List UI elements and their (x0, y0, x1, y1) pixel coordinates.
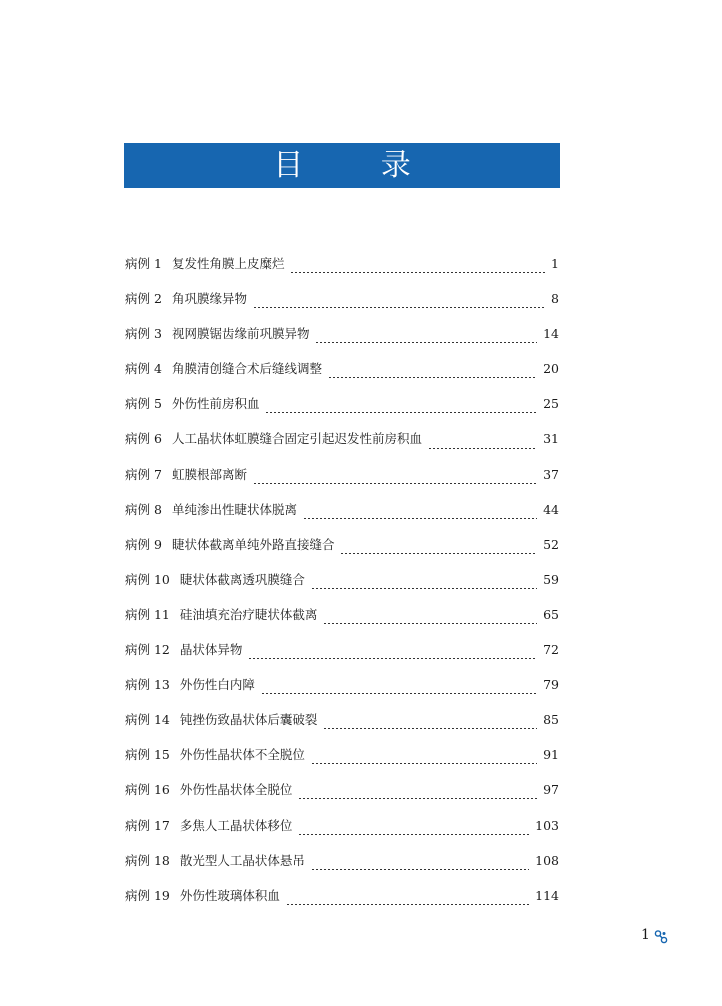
toc-dot-leader (303, 518, 537, 519)
toc-entry[interactable] (125, 710, 559, 745)
toc-entry-title: 虹膜根部离断 (171, 466, 247, 482)
toc-dot-leader (290, 272, 545, 273)
toc-entry[interactable] (125, 429, 559, 464)
toc-entry[interactable] (125, 394, 559, 429)
toc-page-number: 44 (543, 501, 559, 517)
toc-entry-title: 睫状体截离单纯外路直接缝合 (171, 536, 335, 552)
toc-dot-leader (328, 377, 537, 378)
toc-entry-title: 睫状体截离透巩膜缝合 (179, 571, 305, 587)
toc-entry-title: 钝挫伤致晶状体后囊破裂 (179, 712, 318, 728)
toc-entry[interactable] (125, 605, 559, 640)
toc-dot-leader (311, 869, 529, 870)
toc-entry-title: 外伤性白内障 (179, 677, 255, 693)
table-of-contents (125, 254, 559, 921)
toc-entry-title: 复发性角膜上皮糜烂 (171, 256, 285, 271)
toc-entry-title: 硅油填充治疗睫状体截离 (179, 606, 318, 622)
toc-page-number: 14 (543, 326, 559, 342)
toc-case-number: 病例 6 (125, 431, 162, 447)
toc-entry-title: 外伤性晶状体不全脱位 (179, 747, 305, 763)
toc-entry[interactable] (125, 886, 559, 921)
toc-entry[interactable] (125, 359, 559, 394)
toc-page-number: 1 (551, 256, 559, 271)
toc-entry-title: 外伤性晶状体全脱位 (179, 782, 293, 798)
toc-entry[interactable] (125, 780, 559, 815)
toc-case-number: 病例 5 (125, 396, 162, 412)
toc-page-number: 79 (543, 677, 559, 693)
toc-dot-leader (323, 623, 537, 624)
toc-case-number: 病例 2 (125, 291, 162, 307)
toc-dot-leader (323, 728, 537, 729)
toc-page-number: 103 (535, 817, 559, 833)
toc-entry[interactable] (125, 535, 559, 570)
toc-entry-title: 单纯渗出性睫状体脱离 (171, 501, 297, 517)
toc-entry-title: 视网膜锯齿缘前巩膜异物 (171, 326, 310, 342)
toc-page-number: 20 (543, 361, 559, 377)
toc-case-number: 病例 7 (125, 466, 162, 482)
toc-dot-leader (253, 483, 537, 484)
toc-page-number: 31 (543, 431, 559, 447)
toc-entry[interactable] (125, 675, 559, 710)
toc-entry[interactable] (125, 851, 559, 886)
title-banner (124, 143, 560, 188)
toc-dot-leader (286, 904, 529, 905)
toc-entry[interactable] (125, 465, 559, 500)
toc-case-number: 病例 11 (125, 606, 170, 622)
toc-entry[interactable] (125, 254, 559, 289)
toc-entry-title: 角巩膜缘异物 (171, 291, 247, 307)
toc-dot-leader (315, 342, 537, 343)
toc-page-number: 65 (543, 606, 559, 622)
toc-page-number: 25 (543, 396, 559, 412)
toc-entry-title: 晶状体异物 (179, 642, 243, 658)
toc-dot-leader (261, 693, 537, 694)
toc-page-number: 8 (551, 291, 559, 307)
toc-case-number: 病例 3 (125, 326, 162, 342)
toc-entry[interactable] (125, 640, 559, 675)
toc-case-number: 病例 18 (125, 852, 170, 868)
toc-case-number: 病例 4 (125, 361, 162, 377)
toc-case-number: 病例 12 (125, 642, 170, 658)
toc-case-number: 病例 9 (125, 536, 162, 552)
toc-dot-leader (428, 448, 537, 449)
toc-page-number: 97 (543, 782, 559, 798)
toc-entry-title: 多焦人工晶状体移位 (179, 817, 293, 833)
toc-case-number: 病例 17 (125, 817, 170, 833)
toc-entry[interactable] (125, 745, 559, 780)
toc-dot-leader (248, 658, 537, 659)
toc-case-number: 病例 1 (125, 256, 162, 271)
toc-case-number: 病例 10 (125, 571, 170, 587)
toc-page-number: 85 (543, 712, 559, 728)
toc-case-number: 病例 13 (125, 677, 170, 693)
toc-case-number: 病例 8 (125, 501, 162, 517)
toc-entry-title: 角膜清创缝合术后缝线调整 (171, 361, 322, 377)
toc-dot-leader (340, 553, 537, 554)
toc-case-number: 病例 14 (125, 712, 170, 728)
toc-page-number: 114 (535, 887, 559, 903)
toc-case-number: 病例 16 (125, 782, 170, 798)
toc-case-number: 病例 15 (125, 747, 170, 763)
toc-dot-leader (311, 763, 537, 764)
toc-entry-title: 外伤性前房积血 (171, 396, 260, 412)
toc-dot-leader (298, 798, 537, 799)
toc-page-number: 52 (543, 536, 559, 552)
page-title: 目 录 (273, 147, 445, 183)
toc-entry-title: 外伤性玻璃体积血 (179, 887, 280, 903)
toc-page-number: 59 (543, 571, 559, 587)
toc-dot-leader (253, 307, 545, 308)
toc-page-number: 91 (543, 747, 559, 763)
toc-entry[interactable] (125, 570, 559, 605)
toc-dot-leader (265, 412, 537, 413)
page-number: 1 (641, 927, 650, 943)
toc-dot-leader (311, 588, 537, 589)
link-icon (653, 929, 669, 945)
toc-entry-title: 散光型人工晶状体悬吊 (179, 852, 305, 868)
toc-page-number: 37 (543, 466, 559, 482)
toc-case-number: 病例 19 (125, 887, 170, 903)
toc-entry-title: 人工晶状体虹膜缝合固定引起迟发性前房积血 (171, 431, 422, 447)
toc-entry[interactable] (125, 816, 559, 851)
toc-entry[interactable] (125, 500, 559, 535)
toc-page-number: 72 (543, 642, 559, 658)
toc-entry[interactable] (125, 289, 559, 324)
toc-page-number: 108 (535, 852, 559, 868)
toc-dot-leader (298, 834, 529, 835)
toc-entry[interactable] (125, 324, 559, 359)
